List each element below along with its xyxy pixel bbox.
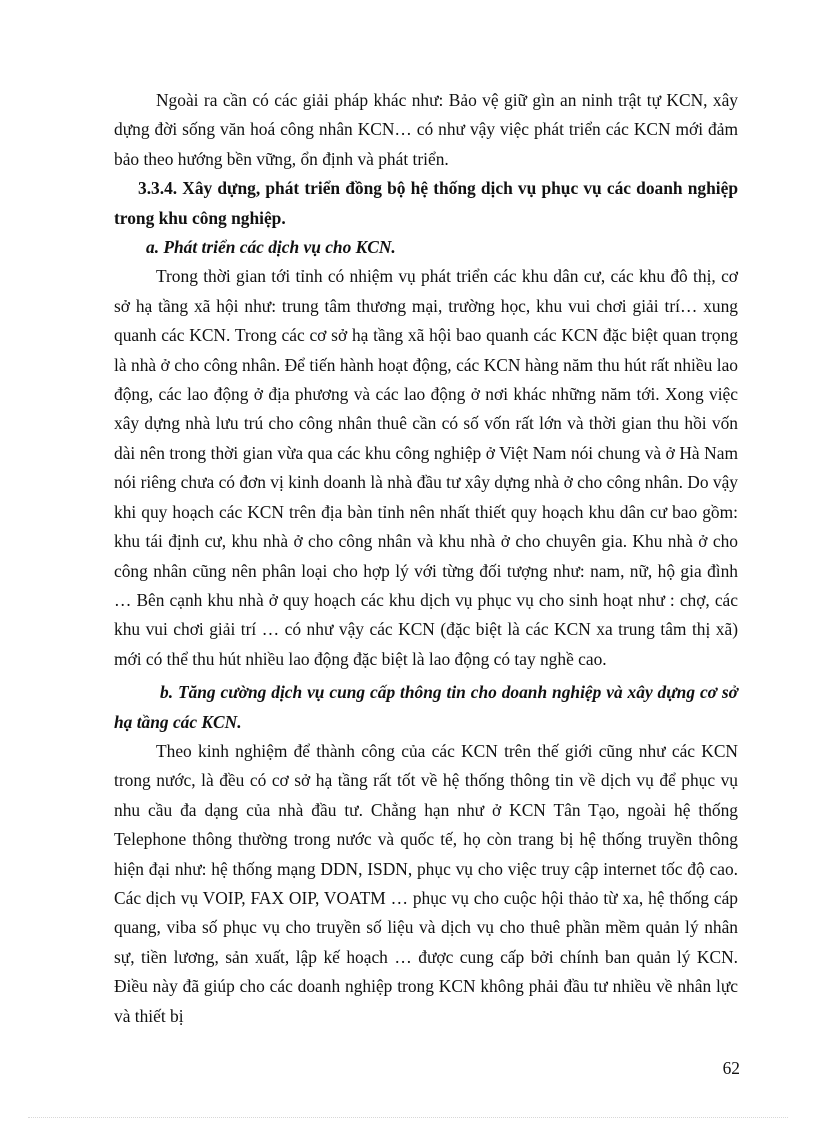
subheading-b: b. Tăng cường dịch vụ cung cấp thông tin cho doanh nghiệp và xây dựng cơ sở hạ tầng các KCN. (114, 682, 738, 732)
subheading-a: a. Phát triển các dịch vụ cho KCN. (146, 237, 396, 258)
page-number: 62 (722, 1058, 740, 1078)
paragraph-housing: Trong thời gian tới tỉnh có nhiệm vụ phát triển các khu dân cư, các khu đô thị, cơ sở hạ tầng xã hội như: trung tâm thương mại, trường học, khu vui chơi giải trí… xung quanh các KCN. Trong các cơ sở hạ tầng xã hội bao quanh các KCN đặc biệt quan trọng là nhà ở cho công nhân. Để tiến hành hoạt động, các KCN hàng năm thu hút rất nhiều lao động, các lao động ở địa phương và các lao động ở nơi khác những năm tới. Xong việc xây dựng nhà lưu trú cho công nhân thuê cần có số vốn rất lớn và thời gian thu hồi vốn dài nên trong thời gian vừa qua các khu công nghiệp ở Việt Nam nói chung và ở Hà Nam nói riêng chưa có đơn vị kinh doanh là nhà đầu tư xây dựng nhà ở cho công nhân. Do vậy khi quy hoạch các KCN trên địa bàn tỉnh nên nhất thiết quy hoạch khu dân cư bao gồm: khu tái định cư, khu nhà ở cho công nhân và khu nhà ở cho chuyên gia. Khu nhà ở cho công nhân cũng nên phân loại cho hợp lý với từng đối tượng như: nam, nữ, hộ gia đình … Bên cạnh khu nhà ở quy hoạch các khu dịch vụ phục vụ cho sinh hoạt như : chợ, các khu vui chơi giải trí … có như vậy các KCN (đặc biệt là các KCN xa trung tâm thị xã) mới có thể thu hút nhiều lao động đặc biệt là lao động có tay nghề cao. (114, 266, 738, 669)
paragraph-information: Theo kinh nghiệm để thành công của các KCN trên thế giới cũng như các KCN trong nước, là đều có cơ sở hạ tầng rất tốt về hệ thống thông tin về dịch vụ để phục vụ nhu cầu đa dạng của nhà đầu tư. Chẳng hạn như ở KCN Tân Tạo, ngoài hệ thống Telephone thông thường trong nước và quốc tế, họ còn trang bị hệ thống truyền thông hiện đại như: hệ thống mạng DDN, ISDN, phục vụ cho việc truy cập internet tốc độ cao. Các dịch vụ VOIP, FAX OIP, VOATM … phục vụ cho cuộc hội thảo từ xa, hệ thống cáp quang, viba số phục vụ cho truyền số liệu và dịch vụ cho thuê phần mềm quản lý nhân sự, tiền lương, sản xuất, lập kế hoạch … được cung cấp bởi chính ban quản lý KCN. Điều này đã giúp cho các doanh nghiệp trong KCN không phải đầu tư nhiều về nhân lực và thiết bị (114, 740, 738, 1026)
section-heading: 3.3.4. Xây dựng, phát triển đồng bộ hệ thống dịch vụ phục vụ các doanh nghiệp trong khu công nghiệp. (114, 178, 738, 228)
page-body (114, 86, 738, 1031)
footer-divider (28, 1117, 788, 1118)
paragraph-security: Ngoài ra cần có các giải pháp khác như: Bảo vệ giữ gìn an ninh trật tự KCN, xây dựng đời sống văn hoá công nhân KCN… có như vậy việc phát triển các KCN mới đảm bảo theo hướng bền vững, ổn định và phát triển. (114, 90, 738, 169)
